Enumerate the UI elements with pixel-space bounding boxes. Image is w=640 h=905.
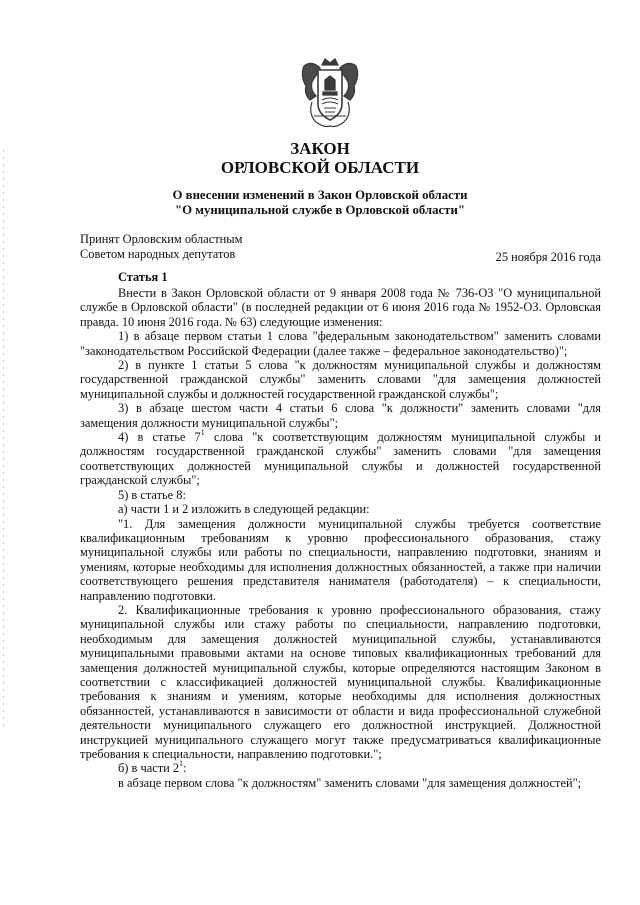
item-b-text-start: б) в части 2 [118, 761, 180, 776]
item-b-superscript: 1 [179, 759, 184, 769]
law-title-line1: ЗАКОН [290, 139, 350, 158]
paragraph-item-5b [80, 761, 601, 775]
adoption-line2: Советом народных депутатов [80, 247, 236, 261]
law-subtitle-line1: О внесении изменений в Закон Орловской области [172, 188, 468, 202]
article-heading: Статья 1 [118, 270, 168, 284]
paragraph-item-2: 2) в пункте 1 статьи 5 слова "к должностям муниципальной службы и должностям государственной гражданской службы" заменить словами "для замещения должностей муниципальной службы и должностей государственной гражданской службы"; [80, 358, 601, 401]
adoption-date: 25 ноября 2016 года [495, 250, 601, 264]
item-4-superscript: 1 [200, 427, 205, 437]
paragraph-item-3: 3) в абзаце шестом части 4 статьи 6 слова "к должности" заменить словами "для замещения должности муниципальной службы"; [80, 401, 601, 430]
article-body [80, 286, 601, 790]
paragraph-item-5b-text: в абзаце первом слова "к должностям" заменить словами "для замещения должностей"; [118, 775, 582, 790]
law-subtitle-line2: "О муниципальной службе в Орловской области" [175, 203, 465, 217]
coat-of-arms-icon [298, 56, 362, 132]
paragraph-new-part-1: "1. Для замещения должности муниципальной службы требуется соответствие квалификационным требованиям к уровню профессионального образования, стажу муниципальной службы или работы по специальности, направлению подготовки, знаниям и умениям, которые необходимы для исполнения должностных обязанностей, а также при наличии соответствующего решения представителя нанимателя (работодателя) – к специальности, направлению подготовки. [80, 516, 601, 603]
paragraph-item-4 [80, 427, 601, 488]
paragraph-item-5: 5) в статье 8: [118, 487, 186, 502]
paragraph-new-part-2: 2. Квалификационные требования к уровню профессионального образования, стажу муниципальной службы или стажу работы по специальности, направлению подготовки, необходимым для замещения должностей муниципальной службы, устанавливаются муниципальными правовыми актами на основе типовых квалификационных требований для замещения должностей муниципальной службы, которые определяются настоящим Законом в соответствии с классификацией должностей муниципальной службы. Квалификационные требования к знаниям и умениям, которые необходимы для исполнения должностных обязанностей, устанавливаются в зависимости от области и вида профессиональной служебной деятельности муниципального служащего его должностной инструкцией. Должностной инструкцией муниципального служащего могут также предусматриваться квалификационные требования к специальности, направлению подготовки."; [80, 602, 601, 761]
paragraph-item-1: 1) в абзаце первом статьи 1 слова "федеральным законодательством" заменить словами "законодательством Российской Федерации (далее также – федеральное законодательство)"; [80, 329, 601, 358]
item-4-text-rest: слова "к соответствующим должностям муниципальной службы и должностям государственной гражданской службы" заменить словами "для замещения соответствующих должностей муниципальной службы и должностей государственной гражданской службы"; [80, 430, 601, 488]
binding-margin-marks [3, 150, 4, 730]
item-4-text-start: 4) в статье 7 [118, 430, 201, 445]
paragraph-intro: Внести в Закон Орловской области от 9 января 2008 года № 736-ОЗ "О муниципальной службе в Орловской области" (в последней редакции от 6 июня 2016 года № 1952-ОЗ. Орловская правда. 10 июня 2016 года. № 63) следующие изменения: [80, 286, 601, 329]
paragraph-item-5a: а) части 1 и 2 изложить в следующей редакции: [118, 502, 370, 517]
adoption-line1: Принят Орловским областным [80, 232, 243, 246]
item-b-text-rest: : [183, 761, 187, 776]
law-title-line2: ОРЛОВСКОЙ ОБЛАСТИ [220, 158, 420, 177]
